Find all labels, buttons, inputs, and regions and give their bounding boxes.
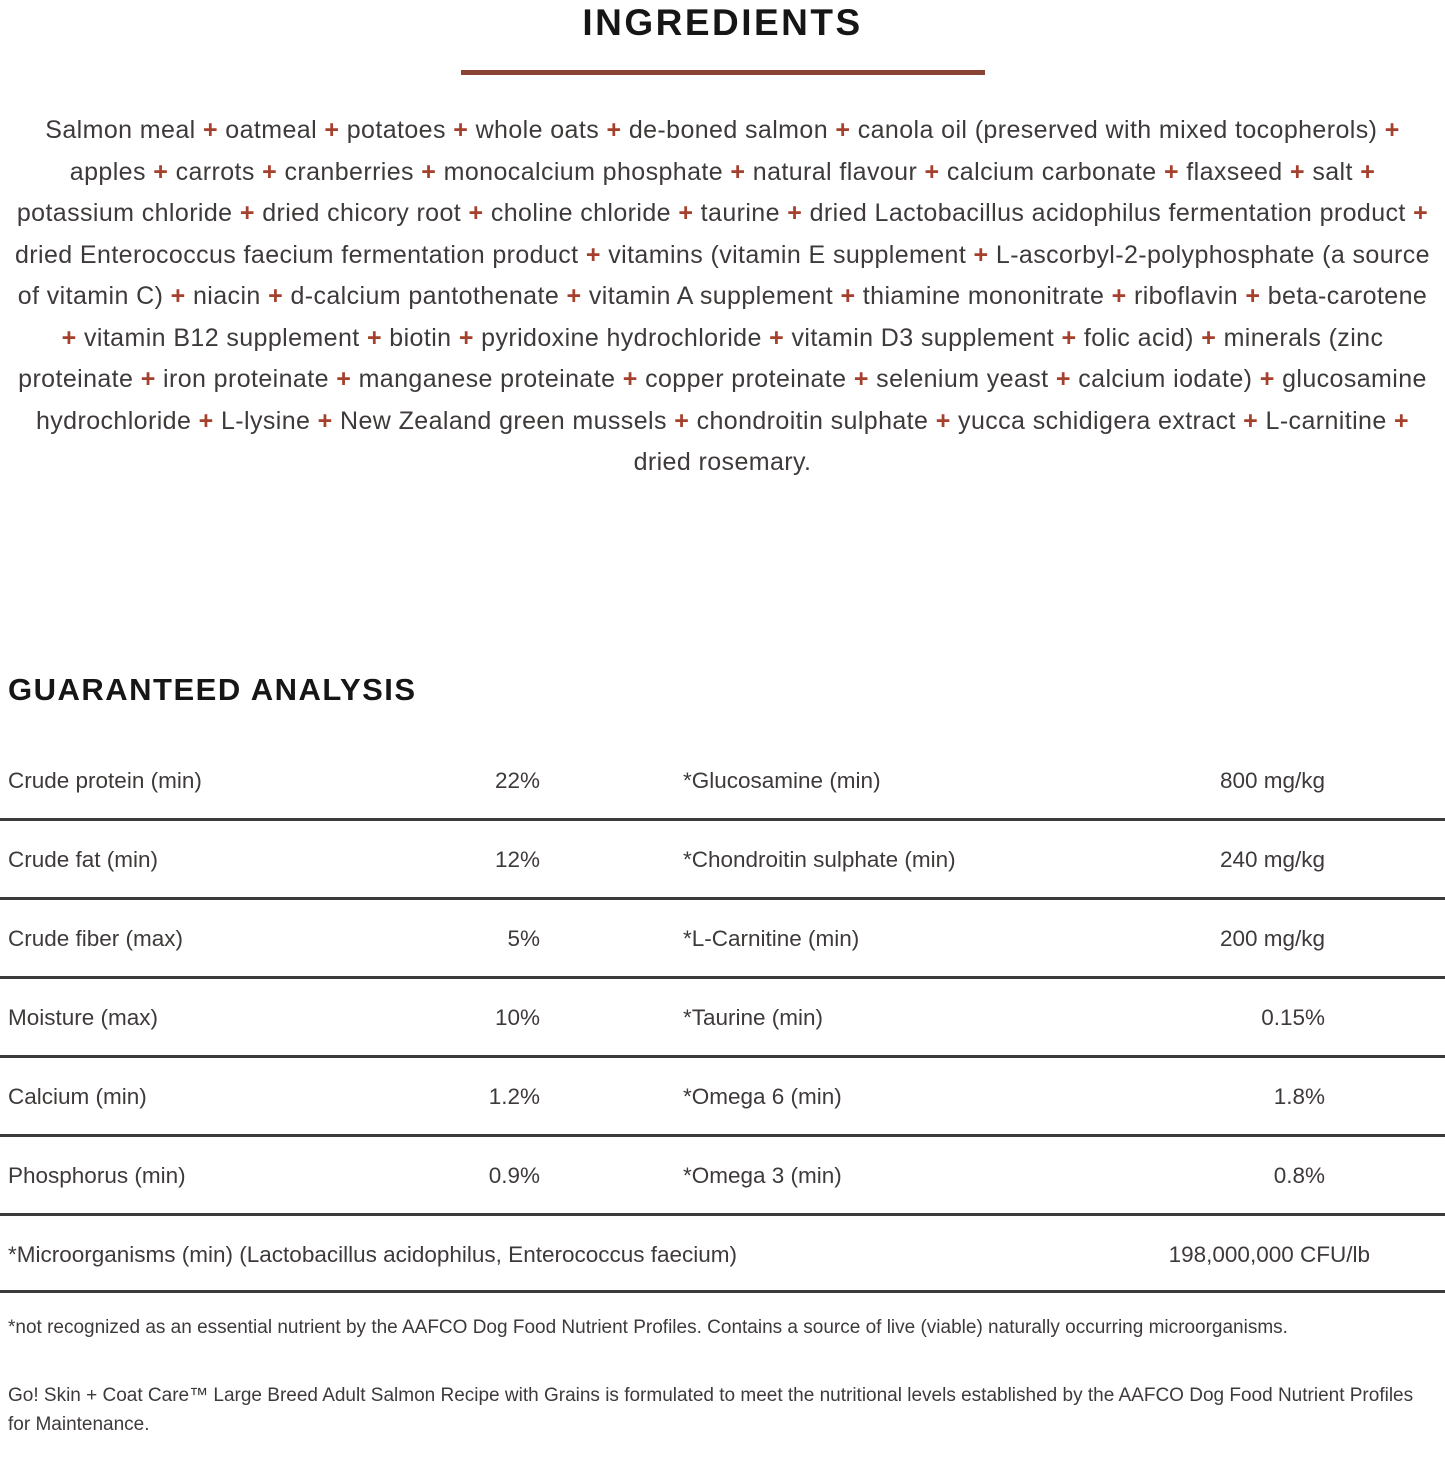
column-gap bbox=[540, 926, 683, 952]
nutrient-label: *Glucosamine (min) bbox=[683, 767, 881, 793]
nutrient-label: *L-Carnitine (min) bbox=[683, 925, 860, 951]
ingredient-item: beta-carotene bbox=[1267, 282, 1428, 310]
plus-separator: + bbox=[260, 282, 291, 310]
plus-separator: + bbox=[917, 157, 947, 186]
nutrient-label: Calcium (min) bbox=[8, 1083, 147, 1109]
ingredient-item: calcium carbonate bbox=[946, 157, 1157, 186]
plus-separator: + bbox=[846, 365, 877, 393]
ingredient-item: vitamin B12 supplement bbox=[83, 323, 360, 352]
ingredient-item: vitamin D3 supplement bbox=[791, 323, 1055, 352]
analysis-row bbox=[0, 1137, 1445, 1216]
plus-separator: + bbox=[133, 365, 164, 393]
ingredient-item: copper proteinate bbox=[645, 365, 847, 393]
ingredient-item: choline chloride bbox=[490, 199, 671, 227]
ingredient-item: L-lysine bbox=[220, 406, 311, 435]
plus-separator: + bbox=[559, 282, 589, 310]
nutrient-value: 5% bbox=[507, 925, 540, 951]
plus-separator: + bbox=[723, 157, 753, 186]
nutrient-label: Crude fat (min) bbox=[8, 846, 159, 872]
nutrient-value: 10% bbox=[494, 1004, 540, 1030]
plus-separator: + bbox=[966, 240, 996, 269]
plus-separator: + bbox=[615, 365, 646, 393]
ingredient-item: yucca schidigera extract bbox=[958, 406, 1236, 435]
nutrient-value: 1.8% bbox=[1273, 1083, 1325, 1109]
plus-separator: + bbox=[310, 406, 341, 435]
column-gap bbox=[540, 1084, 683, 1110]
nutrient-label: Crude fiber (max) bbox=[8, 925, 184, 951]
nutrient-value: 1.2% bbox=[488, 1083, 540, 1109]
ingredient-item: manganese proteinate bbox=[358, 365, 616, 393]
ingredient-item: salt bbox=[1312, 157, 1353, 186]
nutrient-value: 0.15% bbox=[1261, 1004, 1325, 1030]
ingredient-item: flaxseed bbox=[1186, 157, 1283, 186]
plus-separator: + bbox=[445, 116, 476, 144]
ingredient-item: biotin bbox=[389, 323, 452, 352]
ingredients-paragraph bbox=[0, 110, 1445, 484]
ingredient-item: New Zealand green mussels bbox=[340, 406, 667, 435]
nutrient-label: Crude protein (min) bbox=[8, 767, 202, 793]
plus-separator: + bbox=[1054, 323, 1084, 352]
plus-separator: + bbox=[1104, 282, 1134, 310]
analysis-row bbox=[0, 900, 1445, 979]
plus-separator: + bbox=[666, 406, 697, 435]
ingredient-item: dried Lactobacillus acidophilus fermentation product bbox=[809, 199, 1406, 227]
ingredient-item: dried Enterococcus faecium fermentation product bbox=[15, 240, 579, 269]
plus-separator: + bbox=[1405, 199, 1429, 227]
plus-separator: + bbox=[1193, 323, 1224, 352]
ingredient-item: potatoes bbox=[346, 116, 446, 144]
plus-separator: + bbox=[1252, 365, 1283, 393]
plus-separator: + bbox=[451, 323, 482, 352]
ingredient-item: apples bbox=[69, 157, 146, 186]
title-underline bbox=[461, 70, 985, 75]
plus-separator: + bbox=[1238, 282, 1268, 310]
ingredient-item: natural flavour bbox=[752, 157, 918, 186]
ingredient-item: carrots bbox=[175, 157, 255, 186]
nutrient-value: 12% bbox=[494, 846, 540, 872]
nutrient-label: *Omega 6 (min) bbox=[683, 1083, 842, 1109]
plus-separator: + bbox=[317, 116, 347, 144]
nutrient-label: *Chondroitin sulphate (min) bbox=[683, 846, 956, 872]
plus-separator: + bbox=[779, 199, 810, 227]
plus-separator: + bbox=[461, 199, 491, 227]
plus-separator: + bbox=[1048, 365, 1079, 393]
plus-separator: + bbox=[61, 323, 84, 352]
plus-separator: + bbox=[145, 157, 176, 186]
plus-separator: + bbox=[328, 365, 359, 393]
ingredient-item: d-calcium pantothenate bbox=[290, 282, 560, 310]
nutrient-value: 22% bbox=[494, 767, 540, 793]
plus-separator: + bbox=[833, 282, 863, 310]
nutrient-value: 198,000,000 CFU/lb bbox=[1168, 1241, 1370, 1267]
ingredient-item: minerals (zinc proteinate bbox=[18, 323, 1384, 393]
ingredient-item: Salmon meal bbox=[45, 116, 196, 144]
nutrient-value: 800 mg/kg bbox=[1219, 767, 1325, 793]
plus-separator: + bbox=[599, 116, 629, 144]
analysis-row bbox=[0, 979, 1445, 1058]
nutrient-value: 200 mg/kg bbox=[1219, 925, 1325, 951]
plus-separator: + bbox=[1156, 157, 1187, 186]
plus-separator: + bbox=[359, 323, 390, 352]
plus-separator: + bbox=[1235, 406, 1266, 435]
plus-separator: + bbox=[828, 116, 858, 144]
ingredient-item: dried chicory root bbox=[262, 199, 462, 227]
ingredient-item: pyridoxine hydrochloride bbox=[481, 323, 762, 352]
nutrient-value: 240 mg/kg bbox=[1219, 846, 1325, 872]
nutrient-label: *Microorganisms (min) (Lactobacillus acidophilus, Enterococcus faecium) bbox=[8, 1241, 738, 1267]
ingredient-item: oatmeal bbox=[225, 116, 318, 144]
ingredient-item: riboflavin bbox=[1133, 282, 1239, 310]
analysis-row-microorganisms bbox=[0, 1216, 1445, 1293]
plus-separator: + bbox=[195, 116, 226, 144]
ingredient-item: canola oil (preserved with mixed tocopherols) bbox=[857, 116, 1378, 144]
ingredient-item: calcium iodate) bbox=[1078, 365, 1253, 393]
ingredient-item: iron proteinate bbox=[163, 365, 329, 393]
ingredient-item: L-carnitine bbox=[1265, 406, 1387, 435]
plus-separator: + bbox=[1377, 116, 1400, 144]
plus-separator: + bbox=[1282, 157, 1313, 186]
column-gap bbox=[540, 847, 683, 873]
analysis-row bbox=[0, 821, 1445, 900]
ingredient-item: thiamine mononitrate bbox=[862, 282, 1105, 310]
plus-separator: + bbox=[1386, 406, 1410, 435]
nutrient-label: Phosphorus (min) bbox=[8, 1162, 186, 1188]
ingredient-item: vitamin A supplement bbox=[588, 282, 834, 310]
plus-separator: + bbox=[1352, 157, 1376, 186]
ingredient-item: de-boned salmon bbox=[628, 116, 829, 144]
ingredient-item: chondroitin sulphate bbox=[696, 406, 929, 435]
column-gap bbox=[540, 1005, 683, 1031]
nutrient-label: *Taurine (min) bbox=[683, 1004, 824, 1030]
guaranteed-analysis-table bbox=[0, 708, 1445, 1293]
ingredient-item: whole oats bbox=[475, 116, 600, 144]
ingredient-item: folic acid) bbox=[1083, 323, 1194, 352]
plus-separator: + bbox=[761, 323, 792, 352]
ingredient-item: selenium yeast bbox=[876, 365, 1049, 393]
aafco-footnote: *not recognized as an essential nutrient by the AAFCO Dog Food Nutrient Profiles. Contains a source of live (viable) naturally occurring microorganisms. bbox=[8, 1316, 1288, 1338]
ingredient-item: niacin bbox=[193, 282, 261, 310]
plus-separator: + bbox=[232, 199, 263, 227]
ingredients-title: INGREDIENTS bbox=[582, 2, 863, 43]
plus-separator: + bbox=[163, 282, 193, 310]
nutrient-value: 0.9% bbox=[488, 1162, 540, 1188]
plus-separator: + bbox=[413, 157, 444, 186]
plus-separator: + bbox=[670, 199, 701, 227]
plus-separator: + bbox=[578, 240, 609, 269]
ingredient-item: L-ascorbyl-2-polyphosphate (a source of vitamin C) bbox=[17, 240, 1430, 310]
column-gap bbox=[540, 1163, 683, 1189]
plus-separator: + bbox=[191, 406, 221, 435]
nutrient-value: 0.8% bbox=[1273, 1162, 1325, 1188]
nutrient-label: Moisture (max) bbox=[8, 1004, 159, 1030]
ingredient-item: glucosamine hydrochloride bbox=[35, 365, 1427, 435]
column-gap bbox=[540, 768, 683, 794]
guaranteed-analysis-title: GUARANTEED ANALYSIS bbox=[8, 671, 417, 707]
ingredient-item: cranberries bbox=[284, 157, 414, 186]
analysis-row bbox=[0, 1058, 1445, 1137]
plus-separator: + bbox=[254, 157, 285, 186]
plus-separator: + bbox=[928, 406, 959, 435]
analysis-row bbox=[0, 708, 1445, 821]
ingredient-item: monocalcium phosphate bbox=[443, 157, 724, 186]
nutrient-label: *Omega 3 (min) bbox=[683, 1162, 842, 1188]
ingredient-item: taurine bbox=[700, 199, 780, 227]
ingredient-item: vitamins (vitamin E supplement bbox=[608, 240, 967, 269]
formulation-statement: Go! Skin + Coat Care™ Large Breed Adult Salmon Recipe with Grains is formulated to meet the nutritional levels established by the AAFCO Dog Food Nutrient Profiles for Maintenance. bbox=[8, 1384, 1414, 1435]
ingredient-item: potassium chloride bbox=[16, 199, 233, 227]
ingredient-item: dried rosemary. bbox=[633, 448, 812, 476]
